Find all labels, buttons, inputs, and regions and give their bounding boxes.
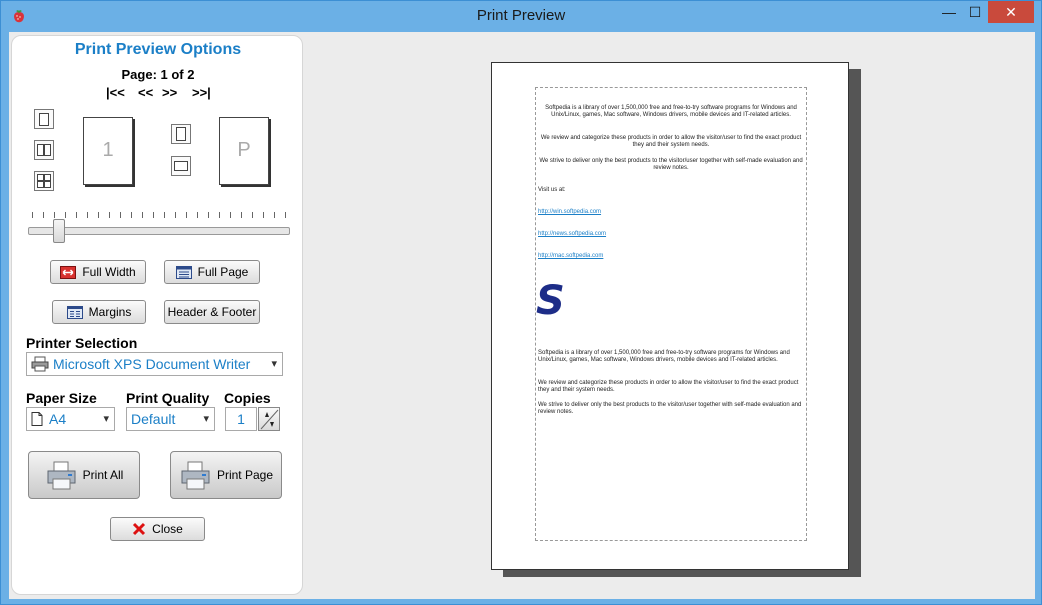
header-footer-label: Header & Footer [167, 305, 257, 319]
orientation-thumbnail: P [219, 117, 269, 185]
doc-paragraph: Softpedia is a library of over 1,500,000 free and free-to-try software programs for Windows and Unix/Linux, games, Mac software, Windows drivers, mobile devices and IT-related articles. [545, 105, 797, 118]
doc-link[interactable]: http://mac.softpedia.com [538, 253, 604, 259]
preview-area[interactable] [306, 32, 1035, 599]
panel-title: Print Preview Options [74, 41, 242, 58]
print-quality-label: Print Quality [126, 390, 210, 406]
doc-paragraph: We review and categorize these products in order to allow the visitor/user to find the exact product they and their system needs. [538, 380, 799, 393]
first-page-button[interactable]: |<< [106, 85, 125, 100]
slider-track [28, 227, 290, 235]
doc-paragraph: We strive to deliver only the best products to the visitor/user together with self-made evaluation and review notes. [539, 158, 803, 171]
paper-size-value: A4 [49, 411, 67, 427]
full-page-label: Full Page [197, 265, 249, 279]
landscape-orientation-button[interactable] [171, 156, 191, 176]
close-icon [132, 522, 146, 536]
print-quality-value: Default [131, 411, 176, 427]
doc-link[interactable]: http://news.softpedia.com [538, 231, 607, 237]
print-all-label: Print All [82, 468, 124, 482]
zoom-slider[interactable] [28, 212, 290, 242]
document-icon [31, 412, 43, 426]
portrait-orientation-button[interactable] [171, 124, 191, 144]
preview-page [491, 62, 849, 570]
paper-size-label: Paper Size [26, 390, 97, 406]
margins-button[interactable] [52, 300, 146, 324]
softpedia-logo: S [536, 278, 565, 324]
maximize-button[interactable]: ☐ [968, 4, 982, 20]
chevron-down-icon: ▾ [271, 358, 277, 370]
last-page-button[interactable]: >>| [192, 85, 211, 100]
print-quality-select[interactable] [126, 407, 215, 431]
margins-icon [67, 306, 83, 319]
full-width-button[interactable] [50, 260, 146, 284]
slider-ticks [32, 212, 286, 218]
close-button[interactable] [110, 517, 205, 541]
four-page-layout-button[interactable] [34, 171, 54, 191]
one-page-layout-button[interactable] [34, 109, 54, 129]
page-indicator: Page: 1 of 2 [121, 67, 195, 82]
printer-select[interactable] [26, 352, 283, 376]
doc-visit-text: Visit us at: [538, 187, 566, 193]
doc-paragraph: We review and categorize these products in order to allow the visitor/user to find the exact product they and their system needs. [540, 135, 802, 148]
printer-value: Microsoft XPS Document Writer [53, 356, 251, 372]
doc-paragraph: Softpedia is a library of over 1,500,000 free and free-to-try software programs for Windows and Unix/Linux, games, Mac software, Windows drivers, mobile devices and IT-related articles. [538, 350, 790, 363]
print-page-button[interactable] [170, 451, 282, 499]
copies-input[interactable] [225, 407, 257, 431]
copies-value: 1 [237, 411, 245, 427]
full-page-button[interactable] [164, 260, 260, 284]
full-page-icon [176, 266, 192, 279]
doc-paragraph: We strive to deliver only the best products to the visitor/user together with self-made evaluation and review notes. [538, 402, 802, 415]
copies-label: Copies [224, 390, 271, 406]
print-page-label: Print Page [216, 468, 274, 482]
printer-selection-label: Printer Selection [26, 335, 138, 351]
page-margins [535, 87, 807, 541]
header-footer-button[interactable] [164, 300, 260, 324]
close-label: Close [152, 522, 183, 536]
client-area [9, 32, 1035, 599]
margins-label: Margins [88, 305, 132, 319]
chevron-down-icon: ▾ [103, 413, 109, 425]
close-window-button[interactable]: ✕ [988, 1, 1034, 23]
full-width-label: Full Width [82, 265, 136, 279]
pages-thumbnail: 1 [83, 117, 133, 185]
paper-size-select[interactable] [26, 407, 115, 431]
doc-link[interactable]: http://win.softpedia.com [538, 209, 602, 215]
title-bar[interactable] [1, 1, 1041, 31]
stepper-arrows-icon [259, 408, 279, 430]
two-page-layout-button[interactable] [34, 140, 54, 160]
previous-page-button[interactable]: << [138, 85, 154, 100]
full-width-icon [60, 266, 76, 279]
window-title: Print Preview [476, 7, 566, 24]
slider-thumb[interactable] [53, 219, 65, 243]
printer-icon [179, 459, 213, 491]
minimize-button[interactable]: — [942, 4, 956, 20]
printer-icon [45, 459, 79, 491]
chevron-down-icon: ▾ [203, 413, 209, 425]
next-page-button[interactable]: >> [162, 85, 178, 100]
print-all-button[interactable] [28, 451, 140, 499]
printer-icon [31, 356, 49, 372]
copies-stepper[interactable] [258, 407, 280, 431]
options-panel [11, 35, 303, 595]
